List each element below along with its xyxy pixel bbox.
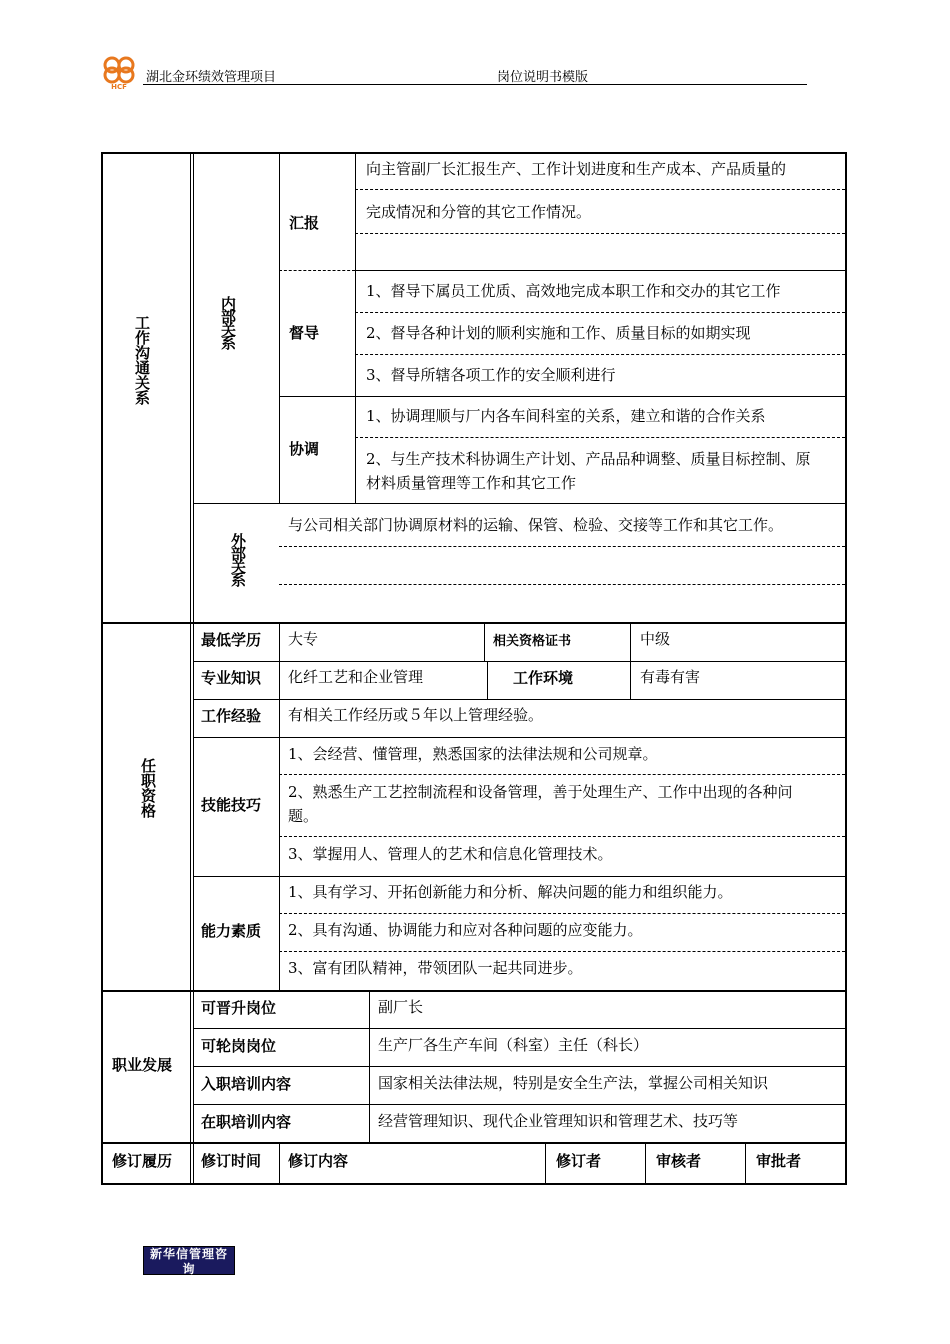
row-divider — [193, 737, 845, 738]
knowledge-value: 化纤工艺和企业管理 — [288, 668, 424, 686]
col-divider — [190, 153, 191, 1183]
skill-item: 3、掌握用人、管理人的艺术和信息化管理技术。 — [288, 845, 613, 863]
ability-item: 3、富有团队精神，带领团队一起共同进步。 — [288, 959, 583, 977]
col-divider — [745, 1142, 746, 1183]
supervise-item: 3、督导所辖各项工作的安全顺利进行 — [366, 366, 616, 384]
external-relations-label: 外部关系 — [229, 533, 247, 585]
education-value: 大专 — [288, 630, 319, 648]
report-label: 汇报 — [289, 214, 320, 232]
company-logo — [100, 55, 138, 91]
col-divider — [484, 623, 485, 661]
coordinate-item-line: 材料质量管理等工作和其它工作 — [366, 474, 577, 492]
col-divider — [545, 1142, 546, 1183]
dashed-rule — [355, 437, 845, 438]
col-divider — [279, 623, 280, 990]
row-divider — [193, 699, 845, 700]
certificate-label: 相关资格证书 — [493, 634, 572, 649]
onboarding-training-label: 入职培训内容 — [201, 1075, 292, 1093]
environment-label: 工作环境 — [513, 669, 574, 687]
coordinate-label: 协调 — [289, 440, 320, 458]
footer-logo-en: SINOTRUST — [150, 1277, 227, 1287]
row-divider — [193, 1066, 845, 1067]
revision-section-label: 修订履历 — [112, 1152, 173, 1170]
section-divider — [102, 1142, 846, 1144]
dashed-rule — [279, 913, 845, 914]
supervise-item: 2、督导各种计划的顺利实施和工作、质量目标的如期实现 — [366, 324, 751, 342]
project-name: 湖北金环绩效管理项目 — [146, 70, 277, 85]
dashed-rule — [355, 312, 845, 313]
revision-time-header: 修订时间 — [201, 1152, 262, 1170]
career-section-label: 职业发展 — [112, 1056, 173, 1074]
row-divider — [193, 1104, 845, 1105]
row-divider — [193, 876, 845, 877]
qualification-section-label: 任职资格 — [139, 758, 157, 818]
dashed-rule — [355, 354, 845, 355]
row-divider — [193, 661, 845, 662]
reviser-header: 修订者 — [556, 1152, 602, 1170]
education-label: 最低学历 — [201, 631, 262, 649]
dashed-rule — [355, 189, 845, 190]
report-text-line: 完成情况和分管的其它工作情况。 — [366, 203, 592, 221]
skill-item: 1、会经营、懂管理，熟悉国家的法律法规和公司规章。 — [288, 745, 658, 763]
experience-label: 工作经验 — [201, 707, 262, 725]
dashed-rule — [279, 836, 845, 837]
row-divider — [355, 270, 845, 271]
section-divider — [102, 622, 846, 624]
supervise-label: 督导 — [289, 324, 320, 342]
rotation-value: 生产厂各生产车间（科室）主任（科长） — [378, 1036, 649, 1054]
footer-logo-cn: 新华信管理咨询 — [149, 1247, 228, 1276]
auditor-header: 审核者 — [656, 1152, 702, 1170]
section-divider — [102, 990, 846, 992]
dashed-rule — [279, 270, 355, 271]
onjob-training-value: 经营管理知识、现代企业管理知识和管理艺术、技巧等 — [378, 1112, 739, 1130]
col-divider — [355, 153, 356, 503]
ability-label: 能力素质 — [201, 922, 262, 940]
internal-relations-label: 内部关系 — [219, 296, 237, 348]
row-divider — [193, 503, 845, 504]
dashed-rule — [279, 951, 845, 952]
col-divider — [487, 661, 488, 699]
ability-item: 2、具有沟通、协调能力和应对各种问题的应变能力。 — [288, 921, 643, 939]
logo-text: HCF — [111, 83, 127, 91]
report-text-line: 向主管副厂长汇报生产、工作计划进度和生产成本、产品质量的 — [366, 160, 787, 178]
coordinate-item: 1、协调理顺与厂内各车间科室的关系，建立和谐的合作关系 — [366, 407, 766, 425]
row-divider — [193, 1028, 845, 1029]
col-divider — [645, 1142, 646, 1183]
knowledge-label: 专业知识 — [201, 669, 262, 687]
row-divider — [279, 396, 845, 397]
col-divider — [630, 661, 631, 699]
environment-value: 有毒有害 — [640, 668, 701, 686]
certificate-value: 中级 — [640, 630, 671, 648]
external-relations-text: 与公司相关部门协调原材料的运输、保管、检验、交接等工作和其它工作。 — [288, 516, 784, 534]
revision-content-header: 修订内容 — [288, 1152, 349, 1170]
promotion-label: 可晋升岗位 — [201, 999, 277, 1017]
approver-header: 审批者 — [756, 1152, 802, 1170]
document-title: 岗位说明书模版 — [497, 70, 589, 85]
dashed-rule — [279, 584, 845, 585]
col-divider — [279, 153, 280, 503]
onjob-training-label: 在职培训内容 — [201, 1113, 292, 1131]
ability-item: 1、具有学习、开拓创新能力和分析、解决问题的能力和组织能力。 — [288, 883, 733, 901]
onboarding-training-value: 国家相关法律法规，特别是安全生产法，掌握公司相关知识 — [378, 1074, 769, 1092]
col-divider — [279, 1142, 280, 1183]
skill-item-line: 2、熟悉生产工艺控制流程和设备管理，善于处理生产、工作中出现的各种问 — [288, 783, 793, 801]
coordinate-item-line: 2、与生产技术科协调生产计划、产品品种调整、质量目标控制、原 — [366, 450, 811, 468]
col-divider — [630, 623, 631, 661]
dashed-rule — [279, 774, 845, 775]
sinotrust-logo — [143, 1246, 235, 1287]
experience-value: 有相关工作经历或５年以上管理经验。 — [288, 706, 544, 724]
dashed-rule — [355, 233, 845, 234]
skill-item-line: 题。 — [288, 807, 319, 825]
comm-section-label: 工作沟通关系 — [133, 315, 151, 405]
rotation-label: 可轮岗岗位 — [201, 1037, 277, 1055]
skills-label: 技能技巧 — [201, 796, 262, 814]
supervise-item: 1、督导下属员工优质、高效地完成本职工作和交办的其它工作 — [366, 282, 781, 300]
promotion-value: 副厂长 — [378, 998, 424, 1016]
header-rule — [143, 84, 807, 85]
dashed-rule — [279, 546, 845, 547]
